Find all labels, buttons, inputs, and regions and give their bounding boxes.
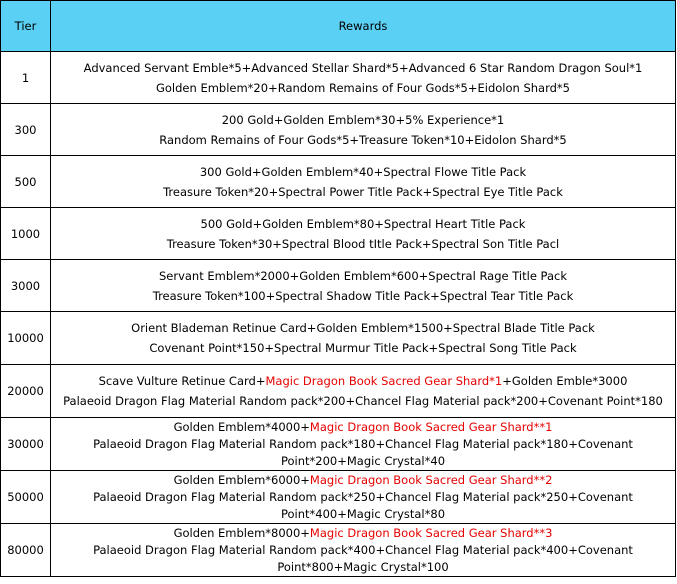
reward-text: Point*200+Magic Crystal*40	[280, 453, 446, 468]
reward-line	[53, 162, 673, 182]
reward-line	[53, 489, 673, 506]
reward-line	[53, 436, 673, 453]
reward-text: Golden Emblem*8000+	[173, 525, 310, 540]
reward-line	[53, 182, 673, 202]
header-row	[1, 1, 676, 52]
reward-line	[53, 130, 673, 150]
reward-text: Palaeoid Dragon Flag Material Random pack*400+Chancel Flag Material pack*400+Covenant	[93, 542, 633, 557]
reward-text: +Golden Emble*3000	[502, 374, 628, 388]
reward-line	[53, 472, 673, 489]
tier-cell: 300	[1, 104, 51, 156]
table-row	[1, 524, 676, 577]
rewards-cell	[51, 471, 676, 524]
reward-line	[53, 506, 673, 523]
table-row	[1, 52, 676, 104]
reward-line	[53, 318, 673, 338]
table-row	[1, 418, 676, 471]
reward-text: Scave Vulture Retinue Card+	[98, 374, 266, 388]
tier-cell: 30000	[1, 418, 51, 471]
reward-line	[53, 559, 673, 576]
rewards-cell	[51, 524, 676, 577]
reward-text: Point*800+Magic Crystal*100	[277, 559, 449, 574]
reward-line	[53, 214, 673, 234]
reward-line	[53, 453, 673, 470]
rewards-cell	[51, 312, 676, 365]
highlighted-reward: Magic Dragon Book Sacred Gear Shard**1	[309, 419, 553, 434]
reward-text: Golden Emblem*20+Random Remains of Four Gods*5+Eidolon Shard*5	[155, 80, 570, 95]
reward-line	[53, 525, 673, 542]
tier-cell: 1	[1, 52, 51, 104]
rewards-cell	[51, 156, 676, 208]
tier-cell: 10000	[1, 312, 51, 365]
reward-line	[53, 266, 673, 286]
rewards-cell	[51, 104, 676, 156]
reward-text: Golden Emblem*6000+	[173, 472, 310, 487]
table-row	[1, 208, 676, 260]
highlighted-reward: Magic Dragon Book Sacred Gear Shard**2	[309, 472, 553, 487]
tier-cell: 80000	[1, 524, 51, 577]
highlighted-reward: Magic Dragon Book Sacred Gear Shard*1	[265, 374, 503, 388]
reward-line	[53, 338, 673, 358]
reward-line	[53, 234, 673, 254]
reward-line	[53, 391, 673, 411]
tier-cell: 50000	[1, 471, 51, 524]
reward-text: Random Remains of Four Gods*5+Treasure Token*10+Eidolon Shard*5	[159, 132, 567, 147]
reward-text: Palaeoid Dragon Flag Material Random pack*180+Chancel Flag Material pack*180+Covenant	[93, 436, 633, 451]
reward-text: Palaeoid Dragon Flag Material Random pack*200+Chancel Flag Material pack*200+Covenant Point*180	[63, 394, 663, 408]
rewards-header: Rewards	[51, 1, 676, 52]
table-row	[1, 312, 676, 365]
reward-text: Treasure Token*20+Spectral Power Title Pack+Spectral Eye Title Pack	[163, 184, 563, 199]
reward-text: Orient Blademan Retinue Card+Golden Emblem*1500+Spectral Blade Title Pack	[131, 321, 595, 335]
reward-line	[53, 58, 673, 78]
reward-text: 200 Gold+Golden Emblem*30+5% Experience*1	[221, 112, 505, 127]
table-row	[1, 471, 676, 524]
reward-text: Golden Emblem*4000+	[173, 419, 310, 434]
tier-header: Tier	[1, 1, 51, 52]
reward-text: Point*400+Magic Crystal*80	[280, 506, 446, 521]
tier-cell: 1000	[1, 208, 51, 260]
reward-text: Treasure Token*30+Spectral Blood tItle Pack+Spectral Son Title Pacl	[166, 236, 560, 251]
reward-line	[53, 110, 673, 130]
reward-text: Covenant Point*150+Spectral Murmur Title Pack+Spectral Song Title Pack	[149, 341, 577, 355]
table-body	[1, 52, 676, 577]
reward-text: Advanced Servant Emble*5+Advanced Stellar Shard*5+Advanced 6 Star Random Dragon Soul*1	[83, 60, 643, 75]
reward-line	[53, 78, 673, 98]
rewards-cell	[51, 365, 676, 418]
table-row	[1, 156, 676, 208]
reward-text: 500 Gold+Golden Emblem*80+Spectral Heart Title Pack	[200, 216, 526, 231]
table-row	[1, 104, 676, 156]
rewards-cell	[51, 208, 676, 260]
rewards-cell	[51, 418, 676, 471]
reward-text: Servant Emblem*2000+Golden Emblem*600+Spectral Rage Title Pack	[158, 268, 568, 283]
tier-cell: 500	[1, 156, 51, 208]
rewards-cell	[51, 260, 676, 312]
reward-text: Treasure Token*100+Spectral Shadow Title Pack+Spectral Tear Title Pack	[152, 288, 574, 303]
tier-cell: 3000	[1, 260, 51, 312]
reward-line	[53, 371, 673, 391]
reward-text: Palaeoid Dragon Flag Material Random pack*250+Chancel Flag Material pack*250+Covenant	[93, 489, 633, 504]
reward-text: 300 Gold+Golden Emblem*40+Spectral Flowe Title Pack	[199, 164, 527, 179]
table-row	[1, 260, 676, 312]
reward-line	[53, 542, 673, 559]
reward-line	[53, 419, 673, 436]
table-row	[1, 365, 676, 418]
reward-line	[53, 286, 673, 306]
rewards-cell	[51, 52, 676, 104]
highlighted-reward: Magic Dragon Book Sacred Gear Shard**3	[309, 525, 553, 540]
tier-cell: 20000	[1, 365, 51, 418]
